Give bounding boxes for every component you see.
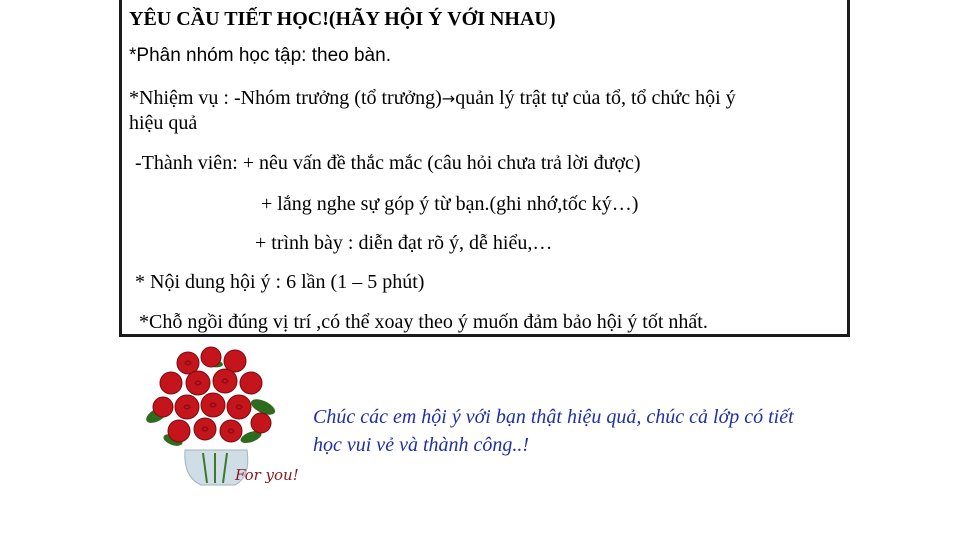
- member-line-2: + lắng nghe sự góp ý từ bạn.(ghi nhớ,tốc ký…): [261, 193, 639, 215]
- bouquet-caption: For you!: [235, 466, 298, 484]
- task-suffix: quản lý trật tự của tổ, tổ chức hội ý: [455, 87, 736, 109]
- requirements-box: [119, 0, 850, 337]
- rose-bouquet-image: [143, 345, 298, 490]
- task-continuation: hiệu quả: [129, 112, 198, 134]
- task-line: [129, 86, 736, 111]
- arrow-right-icon: →: [441, 89, 456, 108]
- group-line: *Phân nhóm học tập: theo bàn.: [129, 45, 391, 66]
- requirements-title: YÊU CẦU TIẾT HỌC!(HÃY HỘI Ý VỚI NHAU): [129, 8, 556, 30]
- content-line: * Nội dung hội ý : 6 lần (1 – 5 phút): [135, 271, 425, 293]
- wish-message: Chúc các em hội ý với bạn thật hiệu quả, chúc cả lớp có tiết học vui vẻ và thành công..!: [313, 406, 794, 456]
- rose-bouquet-icon: [143, 345, 298, 490]
- member-line-3: + trình bày : diễn đạt rõ ý, dễ hiểu,…: [255, 232, 553, 254]
- member-line-1: -Thành viên: + nêu vấn đề thắc mắc (câu hỏi chưa trả lời được): [135, 152, 641, 174]
- seat-line: *Chỗ ngồi đúng vị trí ,có thể xoay theo ý muốn đảm bảo hội ý tốt nhất.: [139, 311, 708, 333]
- task-prefix: *Nhiệm vụ : -Nhóm trưởng (tổ trưởng): [129, 87, 442, 109]
